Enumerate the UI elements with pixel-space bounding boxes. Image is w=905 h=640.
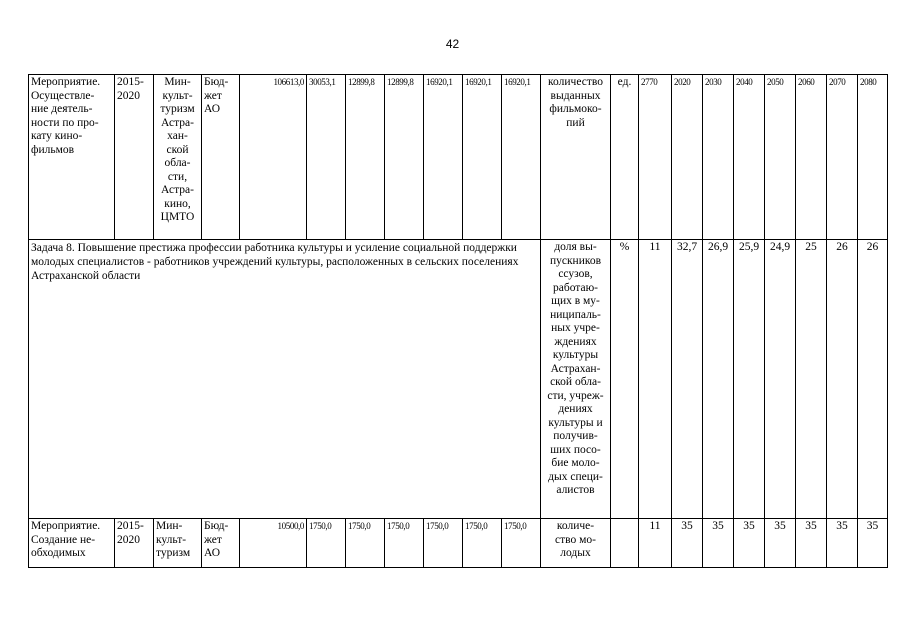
task-description-cell: Задача 8. Повышение престижа профессии работника культуры и усиление социальной поддержки молодых специалистов - работников учреждений культуры, расположенных в сельских поселениях Астраханской области (29, 240, 541, 519)
indicator-cell: количе- ство мо- лодых (541, 519, 611, 568)
indicator-value-cell: 35 (765, 519, 796, 568)
indicator-value-cell: 2050 (765, 75, 796, 240)
indicator-cell: доля вы- пускников ссузов, работаю- щих в му- ниципаль- ных учре- ждениях культуры Астрахан- ской обла- сти, учреж- дениях культуры и получив- ших посо- бие моло- дых специ- алистов (541, 240, 611, 519)
executor-cell: Мин- культ- туризм Астра- хан- ской обла- сти, Астра- кино, ЦМТО (154, 75, 202, 240)
indicator-value-cell: 11 (639, 519, 672, 568)
executor-cell: Мин- культ- туризм (154, 519, 202, 568)
indicator-value-cell: 2080 (858, 75, 888, 240)
funding-source-cell: Бюд- жет АО (202, 75, 240, 240)
indicator-cell: количество выданных фильмоко- пий (541, 75, 611, 240)
table-row-film-distribution (29, 75, 888, 240)
program-table (28, 74, 888, 568)
indicator-value-cell: 2060 (796, 75, 827, 240)
indicator-value-cell: 35 (734, 519, 765, 568)
page-number: 42 (445, 37, 460, 51)
event-cell: Мероприятие. Осуществле- ние деятель- ности по про- кату кино- фильмов (29, 75, 115, 240)
indicator-value-cell: 2040 (734, 75, 765, 240)
indicator-value-cell: 2770 (639, 75, 672, 240)
table-row-task-8 (29, 240, 888, 519)
indicator-value-cell: 26 (827, 240, 858, 519)
unit-cell: ед. (611, 75, 639, 240)
amount-year-cell: 30053,1 (307, 75, 346, 240)
indicator-value-cell: 26,9 (703, 240, 734, 519)
indicator-value-cell: 11 (639, 240, 672, 519)
amount-year-cell: 16920,1 (502, 75, 541, 240)
indicator-value-cell: 2070 (827, 75, 858, 240)
indicator-value-cell: 32,7 (672, 240, 703, 519)
indicator-value-cell: 35 (827, 519, 858, 568)
indicator-value-cell: 26 (858, 240, 888, 519)
indicator-value-cell: 35 (796, 519, 827, 568)
indicator-value-cell: 25 (796, 240, 827, 519)
amount-year-cell: 1750,0 (502, 519, 541, 568)
unit-cell (611, 519, 639, 568)
indicator-value-cell: 35 (672, 519, 703, 568)
indicator-value-cell: 24,9 (765, 240, 796, 519)
indicator-value-cell: 35 (858, 519, 888, 568)
amount-year-cell: 1750,0 (385, 519, 424, 568)
amount-total-cell: 10500,0 (240, 519, 307, 568)
indicator-value-cell: 2030 (703, 75, 734, 240)
amount-year-cell: 12899,8 (346, 75, 385, 240)
event-cell: Мероприятие. Создание не- обходимых (29, 519, 115, 568)
amount-year-cell: 1750,0 (307, 519, 346, 568)
amount-year-cell: 1750,0 (463, 519, 502, 568)
unit-cell: % (611, 240, 639, 519)
amount-total-cell: 106613,0 (240, 75, 307, 240)
amount-year-cell: 16920,1 (463, 75, 502, 240)
indicator-value-cell: 25,9 (734, 240, 765, 519)
amount-year-cell: 1750,0 (424, 519, 463, 568)
table-row-young-specialists (29, 519, 888, 568)
indicator-value-cell: 35 (703, 519, 734, 568)
funding-source-cell: Бюд- жет АО (202, 519, 240, 568)
indicator-value-cell: 2020 (672, 75, 703, 240)
period-cell: 2015- 2020 (115, 75, 154, 240)
amount-year-cell: 1750,0 (346, 519, 385, 568)
period-cell: 2015- 2020 (115, 519, 154, 568)
amount-year-cell: 12899,8 (385, 75, 424, 240)
amount-year-cell: 16920,1 (424, 75, 463, 240)
